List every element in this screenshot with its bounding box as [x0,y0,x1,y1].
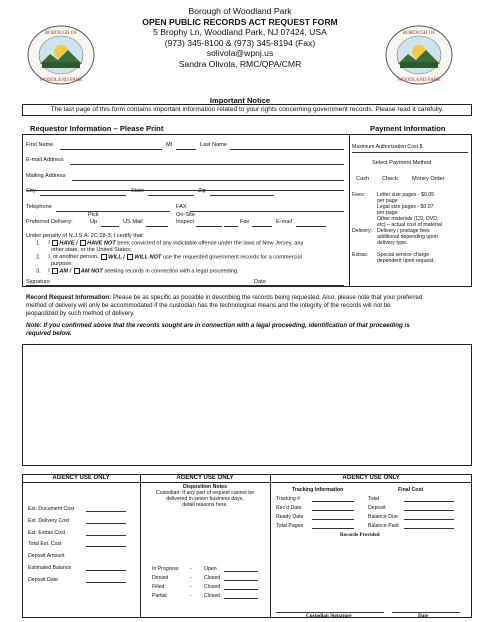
estimated-balance-field[interactable] [86,570,126,571]
zip-field[interactable] [210,195,274,196]
est-delivery-cost-field[interactable] [86,523,126,524]
am-checkbox[interactable] [52,268,58,274]
fee-letter-unit: per page [377,198,398,204]
signature-date-label: Date [254,279,266,285]
record-request-text-2: method of delivery will only be accommodated if the custodian has the technological means and the integrity of the records will not be [26,302,391,309]
inspect-label: Inspect [176,219,195,225]
seal-left-top-text: BOROUGH OF [44,31,78,36]
city-field[interactable] [40,195,126,196]
preferred-delivery-label: Preferred Delivery: [26,219,73,225]
final-cost-title: Final Cost [398,487,424,493]
records-provided-label: Records Provided [340,532,380,538]
est-document-cost-field[interactable] [86,511,126,512]
agency-title-2: AGENCY USE ONLY [176,475,234,481]
custodian-signature-label: Custodian Signature [306,613,352,619]
mailing-label: Mailing Address [26,173,66,179]
delivery-fee-label: Delivery: [352,228,373,234]
ready-date-field[interactable] [312,519,354,520]
last-name-field[interactable] [230,149,344,150]
legal-proceeding-note-2: required below. [26,330,72,337]
fax-delivery-field[interactable] [224,226,238,227]
disposition-notes-title: Disposition Notes [182,484,228,490]
status-closed-denied[interactable]: Closed [204,575,221,581]
fee-other: Other materials (CD, DVD, [377,216,439,222]
seal-right-bottom-text: WOODLAND PARK [397,78,441,83]
mailing-field-line2[interactable] [26,190,344,191]
inspect-field[interactable] [196,226,222,227]
mailing-field[interactable] [72,180,344,181]
status-filled[interactable]: Filled [152,584,165,590]
will-not-label: WILL NOT [134,254,162,261]
email-delivery-field[interactable] [296,226,326,227]
total-pages-label: Total Pages [276,523,304,529]
disposition-note-3: detail reasons here. [182,502,228,508]
extras-label: Extras: [352,252,369,258]
cert1-i: I [48,240,50,247]
seal-left-bottom-text: WOODLAND PARK [39,78,83,83]
fees-label: Fees: [352,192,365,198]
extras-1: Special service charge [377,252,430,258]
have-label: HAVE / [59,240,78,247]
cert3-i: I [48,268,50,275]
custodian-date-label: Date [418,613,429,619]
will-not-checkbox[interactable] [127,254,133,260]
seal-right-top-text: BOROUGH OF [402,31,436,36]
est-delivery-cost-label: Est. Delivery Cost [28,518,70,524]
state-label: State [131,188,145,194]
check-option[interactable]: Check [382,176,398,182]
agency-header-rule [22,482,472,483]
custodian-name: Sandra Olivola, RMC/QPA/CMR [178,58,302,69]
record-request-info [26,294,472,302]
status-closed-partial-field[interactable] [224,598,258,599]
first-name-field[interactable] [60,149,162,150]
status-closed-filled-field[interactable] [224,589,258,590]
signature-field[interactable] [26,285,344,286]
tracking-number-field[interactable] [312,501,354,502]
fax-delivery-label: Fax [240,219,250,225]
form-header [120,6,360,70]
have-not-label: HAVE NOT [87,240,116,247]
final-total-label: Total [368,496,379,502]
email-label: E-mail Address [26,157,64,163]
fee-legal-unit: per page [377,210,398,216]
status-closed-denied-field[interactable] [224,580,258,581]
mi-field[interactable] [176,149,196,150]
email-delivery-label: E-mail [276,219,292,225]
us-mail-label: US Mail [123,219,143,225]
legal-proceeding-note-1: Note: If you confirmed above that the records sought are in connection with a legal proceeding, identification of that proceeding is [26,322,410,329]
est-extras-cost-label: Est. Extras Cost [28,530,66,536]
am-label: AM / [59,268,72,275]
disposition-note-2: delivered in seven business days, [166,496,244,502]
extras-2: dependent upon request. [377,258,435,264]
status-in-progress[interactable]: In Progress [152,566,179,572]
select-payment-label: Select Payment Method [372,160,432,166]
max-auth-cost-field[interactable] [352,152,468,153]
cert3-text: seeking records in connection with a legal proceeding. [104,268,239,275]
cert1-text: been convicted of any indictable offense under the laws of New Jersey, any [117,240,304,247]
dash-3: - [190,584,192,590]
will-label: WILL / [108,254,125,261]
email-field[interactable] [70,164,344,165]
cert1-number: 1. [36,240,41,247]
payment-section-title: Payment Information [370,124,446,133]
cert2-text-line2: purpose; [51,261,73,267]
dash-1: - [190,566,192,572]
phone-line: (973) 345-8100 & (973) 345-8194 (Fax) [164,37,316,48]
cash-option[interactable]: Cash [356,176,370,182]
ready-date-label: Ready Date [276,514,304,520]
borough-seal-left [26,24,96,86]
final-deposit-label: Deposit [368,505,386,511]
delivery-fee-3: delivery type. [377,240,408,246]
penalty-statement: Under penalty of N.J.S.A. 2C:28-3, I certify that: [26,233,145,239]
money-order-option[interactable]: Money Order [412,176,445,182]
status-open[interactable]: Open [204,566,217,572]
record-request-textarea[interactable] [22,344,472,466]
will-checkbox[interactable] [101,254,107,260]
requestor-section-title: Requestor Information – Please Print [30,124,164,133]
have-checkbox[interactable] [52,240,58,246]
fax-field[interactable] [190,211,344,212]
fax-label: FAX [176,204,187,210]
address-line: 5 Brophy Ln, Woodland Park, NJ 07424, USA [153,27,327,38]
state-field[interactable] [148,195,194,196]
deposit-amount-label: Deposit Amount [28,553,65,559]
telephone-field[interactable] [56,211,170,212]
balance-due-field[interactable] [404,519,454,520]
cert2-text: use the requested government records for a commercial [162,254,302,261]
status-open-field[interactable] [224,571,258,572]
last-name-label: Last Name [200,142,228,148]
borough-seal-right [384,24,454,86]
cert2-number: 2. [36,254,41,261]
balance-paid-label: Balance Paid [368,523,399,529]
certification-2 [36,254,302,261]
mi-label: MI [166,142,173,148]
agency-divider-2 [270,474,271,618]
form-title: OPEN PUBLIC RECORDS ACT REQUEST FORM [142,16,338,27]
have-not-checkbox[interactable] [80,240,86,246]
city-label: City [26,188,36,194]
email-line: solivola@wpnj.us [206,48,274,59]
status-denied[interactable]: Denied [152,575,169,581]
agency-title-3: AGENCY USE ONLY [342,475,400,481]
cert2-prefix: I, or another person, [48,254,99,261]
fee-other-cont: etc) – actual cost of material [377,222,442,228]
fee-letter: Letter size pages - $0.05 [377,192,435,198]
received-date-label: Rec'd Date [276,505,302,511]
total-est-cost-field[interactable] [86,546,126,547]
balance-paid-field[interactable] [404,528,454,529]
certification-3 [36,268,239,275]
pickup-label: Up [90,219,98,225]
total-pages-field[interactable] [312,528,354,529]
pick-label: Pick [88,212,99,218]
disposition-note-1: Custodian: If any part of request cannot be [155,490,255,496]
municipality-name: Borough of Woodland Park [188,6,292,16]
signature-label: Signature [26,279,50,285]
record-request-text-1: Please be as specific as possible in describing the records being requested. Also, please note that your preferred [113,294,423,301]
zip-label: Zip [198,188,206,194]
received-date-field[interactable] [312,510,354,511]
final-total-field[interactable] [404,501,454,502]
delivery-fee-2: additional depending upon [377,234,438,240]
deposit-date-label: Deposit Date [28,577,58,583]
fax-delivery-field-2[interactable] [252,226,272,227]
pickup-field[interactable] [101,226,119,227]
delivery-fee-1: Delivery / postage fees [377,228,430,234]
est-extras-cost-field[interactable] [86,535,126,536]
column-divider [349,134,350,287]
deposit-date-field[interactable] [86,582,126,583]
am-not-label: AM NOT [80,268,103,275]
cert1-text-line2: other state, or the United States; [51,247,132,253]
cert3-number: 3. [36,268,41,275]
dash-4: - [190,593,192,599]
tracking-number-label: Tracking # [276,496,301,502]
max-auth-cost-label: Maximum Authorization Cost $ [352,144,423,150]
dash-2: - [190,575,192,581]
final-deposit-field[interactable] [404,510,454,511]
record-request-label: Record Request Information: [26,294,112,301]
notice-text: The last page of this form contains important information related to your rights concerning government records. Please read it carefully. [22,104,472,116]
agency-title-1: AGENCY USE ONLY [52,475,110,481]
am-not-checkbox[interactable] [74,268,80,274]
status-closed-filled[interactable]: Closed [204,584,221,590]
status-closed-partial[interactable]: Closed [204,593,221,599]
total-est-cost-label: Total Est. Cost [28,541,62,547]
record-request-text-3: jeopardized by such method of delivery. [26,310,135,317]
est-document-cost-label: Est. Document Cost [28,506,75,512]
fee-legal: Legal size pages - $0.07 [377,204,434,210]
first-name-label: First Name [26,142,54,148]
onsite-label: On-Site [176,212,195,218]
tracking-info-title: Tracking Information [292,487,344,493]
notice-title: Important Notice [209,96,271,105]
estimated-balance-label: Estimated Balance [28,565,72,571]
telephone-label: Telephone [26,204,52,210]
balance-due-label: Balance Due [368,514,398,520]
status-partial[interactable]: Partial [152,593,167,599]
us-mail-field[interactable] [146,226,168,227]
